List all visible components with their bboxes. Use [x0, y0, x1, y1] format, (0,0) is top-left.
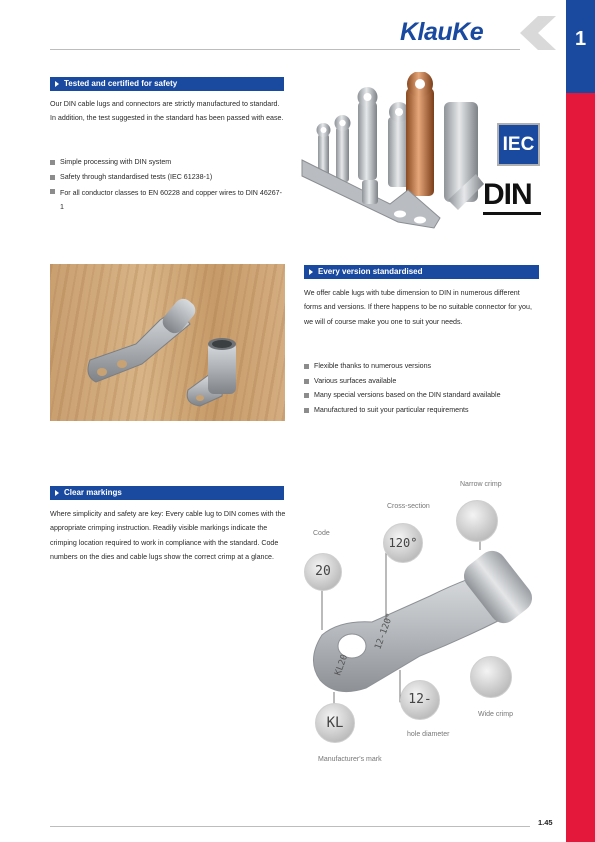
- square-bullet-icon: [50, 175, 55, 180]
- din-logo-underline: [483, 212, 541, 215]
- square-bullet-icon: [304, 408, 309, 413]
- square-bullet-icon: [50, 189, 55, 194]
- narrow-crimp-label: Narrow crimp: [460, 481, 502, 488]
- section2-bullet-list: [304, 361, 544, 416]
- chapter-stripe-red: [566, 93, 595, 842]
- code-stamp-circle: 20: [304, 553, 342, 591]
- hole-diameter-stamp-circle: 12-: [400, 680, 440, 720]
- wide-crimp-circle: [470, 656, 512, 698]
- iec-badge: IEC: [497, 123, 540, 166]
- list-item: Flexible thanks to numerous versions: [304, 361, 544, 373]
- section3-paragraph: Where simplicity and safety are key: Every cable lug to DIN comes with the appropriate crimping instruction. Readily visible markings indicate the crimping location required to work in compliance with the standard. Code numbers on the dies and cable lugs show the correct crimp at a glance.: [50, 510, 286, 561]
- section-heading-clear-markings: [50, 486, 284, 500]
- section-heading-every-version: [304, 265, 539, 279]
- list-item: For all conductor classes to EN 60228 and copper wires to DIN 46267-1: [50, 186, 284, 214]
- list-item: Safety through standardised tests (IEC 61238-1): [50, 172, 284, 184]
- triangle-right-icon: [55, 490, 59, 496]
- narrow-crimp-circle: [456, 500, 498, 542]
- section-heading-text: Tested and certified for safety: [64, 79, 178, 88]
- manufacturers-mark-label: Manufacturer's mark: [318, 756, 382, 763]
- code-label: Code: [313, 530, 330, 537]
- list-item: Many special versions based on the DIN standard available: [304, 390, 544, 402]
- section-heading-tested: [50, 77, 284, 91]
- section1-paragraph: Our DIN cable lugs and connectors are strictly manufactured to standard. In addition, the test suggested in the standard has been passed with ease.: [50, 100, 284, 123]
- hole-diameter-label: hole diameter: [407, 731, 450, 738]
- chevron-left-icon: [518, 16, 558, 50]
- manufacturer-mark-stamp-circle: KL: [315, 703, 355, 743]
- svg-text:KL20: KL20: [333, 653, 351, 678]
- section-heading-text: Clear markings: [64, 488, 122, 497]
- header-divider: [50, 49, 520, 50]
- square-bullet-icon: [304, 364, 309, 369]
- page-number: 1.45: [538, 818, 553, 827]
- list-item: Various surfaces available: [304, 376, 544, 388]
- cable-lug-figure: [50, 264, 285, 421]
- svg-text:12-120°: 12-120°: [373, 611, 396, 652]
- square-bullet-icon: [304, 379, 309, 384]
- chapter-number: 1: [574, 28, 587, 50]
- section2-paragraph: We offer cable lugs with tube dimension to DIN in numerous different forms and versions. If there happens to be no suitable connector for you, we will of course make you one to suit your needs.: [304, 289, 532, 326]
- list-item: Simple processing with DIN system: [50, 157, 284, 169]
- cable-lugs-photo: [298, 72, 488, 232]
- cable-lugs-on-wood-photo: [50, 264, 285, 421]
- triangle-right-icon: [55, 81, 59, 87]
- triangle-right-icon: [309, 269, 313, 275]
- cross-section-stamp-circle: 120°: [383, 523, 423, 563]
- din-logo: DIN: [483, 178, 532, 211]
- wide-crimp-label: Wide crimp: [478, 711, 514, 718]
- section-heading-text: Every version standardised: [318, 267, 423, 276]
- brand-logo: KlauKe: [400, 18, 484, 46]
- square-bullet-icon: [50, 160, 55, 165]
- cross-section-label: Cross-section: [387, 503, 430, 510]
- list-item: Manufactured to suit your particular requirements: [304, 405, 544, 417]
- square-bullet-icon: [304, 393, 309, 398]
- footer-divider: [50, 826, 530, 827]
- section1-bullet-list: [50, 157, 284, 214]
